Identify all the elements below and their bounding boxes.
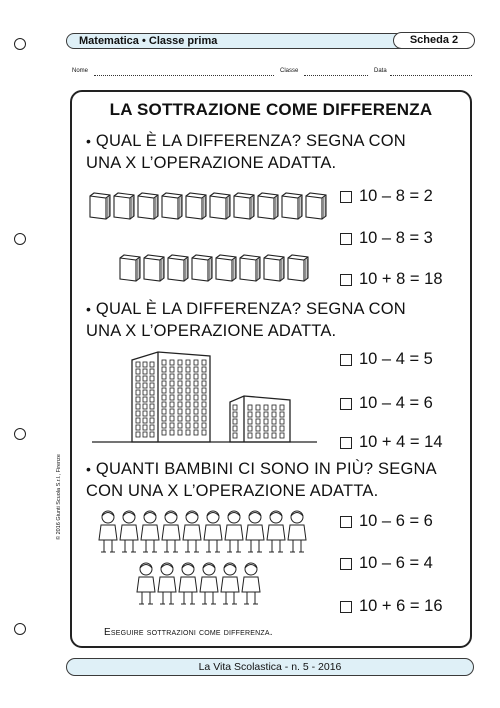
window <box>162 395 166 400</box>
window <box>143 404 147 409</box>
window <box>280 412 284 417</box>
window <box>150 425 154 430</box>
window <box>272 419 276 424</box>
exercise-3-line-2: CON UNA X L’OPERAZIONE ADATTA. <box>86 482 379 500</box>
window <box>136 425 140 430</box>
window <box>170 402 174 407</box>
window <box>150 404 154 409</box>
window <box>143 362 147 367</box>
window <box>143 390 147 395</box>
window <box>170 360 174 365</box>
checkbox[interactable] <box>340 437 352 449</box>
book-icon <box>216 255 236 281</box>
child-icon <box>162 511 180 552</box>
window <box>202 374 206 379</box>
window <box>256 426 260 431</box>
option-text: 10 – 8 = 3 <box>359 229 433 247</box>
checkbox[interactable] <box>340 516 352 528</box>
exercise-2-instruction <box>86 298 406 342</box>
window <box>248 412 252 417</box>
buildings-illustration <box>92 350 322 450</box>
window <box>136 362 140 367</box>
window <box>178 430 182 435</box>
window <box>162 409 166 414</box>
window <box>264 412 268 417</box>
window <box>150 376 154 381</box>
window <box>150 390 154 395</box>
book-icon <box>240 255 260 281</box>
window <box>194 423 198 428</box>
child-icon <box>267 511 285 552</box>
checkbox[interactable] <box>340 191 352 203</box>
window <box>264 426 268 431</box>
name-field[interactable] <box>94 75 274 76</box>
window <box>194 395 198 400</box>
exercise-3-option-1[interactable] <box>340 512 433 531</box>
window <box>136 369 140 374</box>
checkbox[interactable] <box>340 601 352 613</box>
child-icon <box>158 563 176 604</box>
footer-bar <box>66 658 474 676</box>
window <box>202 416 206 421</box>
window <box>178 409 182 414</box>
window <box>194 367 198 372</box>
window <box>194 416 198 421</box>
book-icon <box>114 193 134 219</box>
window <box>272 405 276 410</box>
window <box>186 381 190 386</box>
child-icon <box>221 563 239 604</box>
window <box>202 395 206 400</box>
window <box>178 367 182 372</box>
window <box>194 388 198 393</box>
binder-hole-top <box>14 38 26 50</box>
class-field[interactable] <box>304 75 368 76</box>
book-icon <box>282 193 302 219</box>
child-icon <box>200 563 218 604</box>
window <box>186 388 190 393</box>
window <box>170 395 174 400</box>
window <box>143 411 147 416</box>
option-text: 10 – 6 = 6 <box>359 512 433 530</box>
exercise-2-option-1[interactable] <box>340 350 433 369</box>
window <box>186 367 190 372</box>
window <box>178 360 182 365</box>
window <box>202 423 206 428</box>
window <box>264 419 268 424</box>
window <box>178 381 182 386</box>
window <box>170 423 174 428</box>
exercise-2-line-2: UNA X L’OPERAZIONE ADATTA. <box>86 322 337 340</box>
window <box>178 395 182 400</box>
window <box>202 430 206 435</box>
window <box>162 416 166 421</box>
window <box>272 412 276 417</box>
window <box>136 418 140 423</box>
short-building-windows <box>233 405 284 438</box>
window <box>280 433 284 438</box>
window <box>136 376 140 381</box>
window <box>150 432 154 437</box>
window <box>162 388 166 393</box>
window <box>170 381 174 386</box>
window <box>170 430 174 435</box>
child-icon <box>141 511 159 552</box>
window <box>202 402 206 407</box>
checkbox[interactable] <box>340 233 352 245</box>
window <box>143 376 147 381</box>
exercise-3-line-1: QUANTI BAMBINI CI SONO IN PIÙ? SEGNA <box>95 460 437 478</box>
child-icon <box>204 511 222 552</box>
window <box>194 430 198 435</box>
window <box>194 409 198 414</box>
window <box>233 426 237 431</box>
window <box>194 381 198 386</box>
book-icon <box>192 255 212 281</box>
window <box>136 404 140 409</box>
exercise-2-line-1: QUAL È LA DIFFERENZA? SEGNA CON <box>95 300 406 318</box>
book-icon <box>90 193 110 219</box>
window <box>186 402 190 407</box>
option-text: 10 – 4 = 6 <box>359 394 433 412</box>
window <box>264 405 268 410</box>
footer-text: La Vita Scolastica - n. 5 - 2016 <box>198 661 342 673</box>
window <box>186 409 190 414</box>
window <box>178 416 182 421</box>
books-row-bottom <box>118 254 318 284</box>
option-text: 10 + 8 = 18 <box>359 270 443 288</box>
exercise-1-line-1: QUAL È LA DIFFERENZA? SEGNA CON <box>95 132 406 150</box>
book-icon <box>144 255 164 281</box>
window <box>233 433 237 438</box>
book-icon <box>186 193 206 219</box>
exercise-1-line-2: UNA X L’OPERAZIONE ADATTA. <box>86 154 337 172</box>
window <box>186 416 190 421</box>
window <box>162 367 166 372</box>
window <box>233 412 237 417</box>
bullet: • <box>86 133 92 149</box>
exercise-1-instruction <box>86 130 406 174</box>
window <box>248 405 252 410</box>
window <box>248 419 252 424</box>
book-icon <box>120 255 140 281</box>
child-icon <box>246 511 264 552</box>
child-icon <box>242 563 260 604</box>
exercise-2-option-2[interactable] <box>340 394 433 413</box>
checkbox[interactable] <box>340 354 352 366</box>
book-icon <box>264 255 284 281</box>
class-label: Classe <box>280 68 299 74</box>
window <box>162 430 166 435</box>
window <box>280 405 284 410</box>
children-row-bottom <box>136 562 296 612</box>
window <box>143 397 147 402</box>
option-text: 10 – 4 = 5 <box>359 350 433 368</box>
window <box>143 432 147 437</box>
copyright: © 2016 Giunti Scuola S.r.l., Firenze <box>56 454 62 540</box>
header-subject: Matematica • Classe prima <box>79 35 218 47</box>
window <box>256 433 260 438</box>
window <box>136 383 140 388</box>
window <box>150 362 154 367</box>
window <box>162 381 166 386</box>
window <box>186 423 190 428</box>
window <box>150 418 154 423</box>
book-icon <box>288 255 308 281</box>
window <box>150 369 154 374</box>
checkbox[interactable] <box>340 558 352 570</box>
window <box>248 433 252 438</box>
date-field[interactable] <box>390 75 472 76</box>
window <box>186 374 190 379</box>
window <box>272 426 276 431</box>
window <box>136 432 140 437</box>
window <box>202 388 206 393</box>
book-icon <box>234 193 254 219</box>
window <box>233 419 237 424</box>
window <box>202 360 206 365</box>
window <box>248 426 252 431</box>
window <box>256 412 260 417</box>
window <box>256 419 260 424</box>
binder-hole-bottom <box>14 623 26 635</box>
child-icon <box>99 511 117 552</box>
window <box>162 360 166 365</box>
option-text: 10 + 4 = 14 <box>359 433 443 451</box>
window <box>194 374 198 379</box>
exercise-1-option-3[interactable] <box>340 270 443 289</box>
window <box>280 426 284 431</box>
window <box>178 388 182 393</box>
checkbox[interactable] <box>340 398 352 410</box>
exercise-1-option-1[interactable] <box>340 187 433 206</box>
window <box>143 425 147 430</box>
student-fields <box>72 68 472 80</box>
checkbox[interactable] <box>340 274 352 286</box>
bullet: • <box>86 461 92 477</box>
window <box>186 430 190 435</box>
footer-note: Eseguire sottrazioni come differenza. <box>104 627 273 638</box>
child-icon <box>137 563 155 604</box>
window <box>186 395 190 400</box>
book-icon <box>168 255 188 281</box>
exercise-1-option-2[interactable] <box>340 229 433 248</box>
window <box>143 383 147 388</box>
window <box>162 374 166 379</box>
tall-building-windows <box>136 360 206 437</box>
exercise-3-instruction <box>86 458 437 502</box>
window <box>256 405 260 410</box>
exercise-3-option-3[interactable] <box>340 597 443 616</box>
window <box>150 411 154 416</box>
book-icon <box>210 193 230 219</box>
worksheet-title: LA SOTTRAZIONE COME DIFFERENZA <box>109 100 433 119</box>
bullet: • <box>86 301 92 317</box>
binder-hole-upper <box>14 233 26 245</box>
option-text: 10 – 8 = 2 <box>359 187 433 205</box>
date-label: Data <box>374 68 387 74</box>
worksheet-frame <box>70 90 472 648</box>
window <box>170 416 174 421</box>
window <box>143 418 147 423</box>
window <box>186 360 190 365</box>
window <box>150 397 154 402</box>
exercise-2-option-3[interactable] <box>340 433 443 452</box>
exercise-3-option-2[interactable] <box>340 554 433 573</box>
window <box>170 409 174 414</box>
window <box>202 367 206 372</box>
window <box>202 381 206 386</box>
books-row-top <box>88 192 318 222</box>
children-row-top <box>98 510 328 560</box>
window <box>280 419 284 424</box>
child-icon <box>183 511 201 552</box>
window <box>194 402 198 407</box>
book-icon <box>162 193 182 219</box>
child-icon <box>225 511 243 552</box>
window <box>272 433 276 438</box>
window <box>178 374 182 379</box>
window <box>178 402 182 407</box>
header-bar <box>66 33 474 49</box>
window <box>178 423 182 428</box>
child-icon <box>120 511 138 552</box>
window <box>170 367 174 372</box>
child-icon <box>288 511 306 552</box>
name-label: Nome <box>72 68 89 74</box>
window <box>170 388 174 393</box>
window <box>136 397 140 402</box>
option-text: 10 – 6 = 4 <box>359 554 433 572</box>
window <box>143 369 147 374</box>
book-icon <box>306 193 326 219</box>
child-icon <box>179 563 197 604</box>
sheet-number: Scheda 2 <box>393 32 475 49</box>
window <box>136 411 140 416</box>
window <box>162 423 166 428</box>
binder-hole-lower <box>14 428 26 440</box>
window <box>136 390 140 395</box>
book-icon <box>138 193 158 219</box>
option-text: 10 + 6 = 16 <box>359 597 443 615</box>
window <box>202 409 206 414</box>
window <box>170 374 174 379</box>
window <box>150 383 154 388</box>
window <box>194 360 198 365</box>
window <box>162 402 166 407</box>
book-icon <box>258 193 278 219</box>
window <box>233 405 237 410</box>
window <box>264 433 268 438</box>
